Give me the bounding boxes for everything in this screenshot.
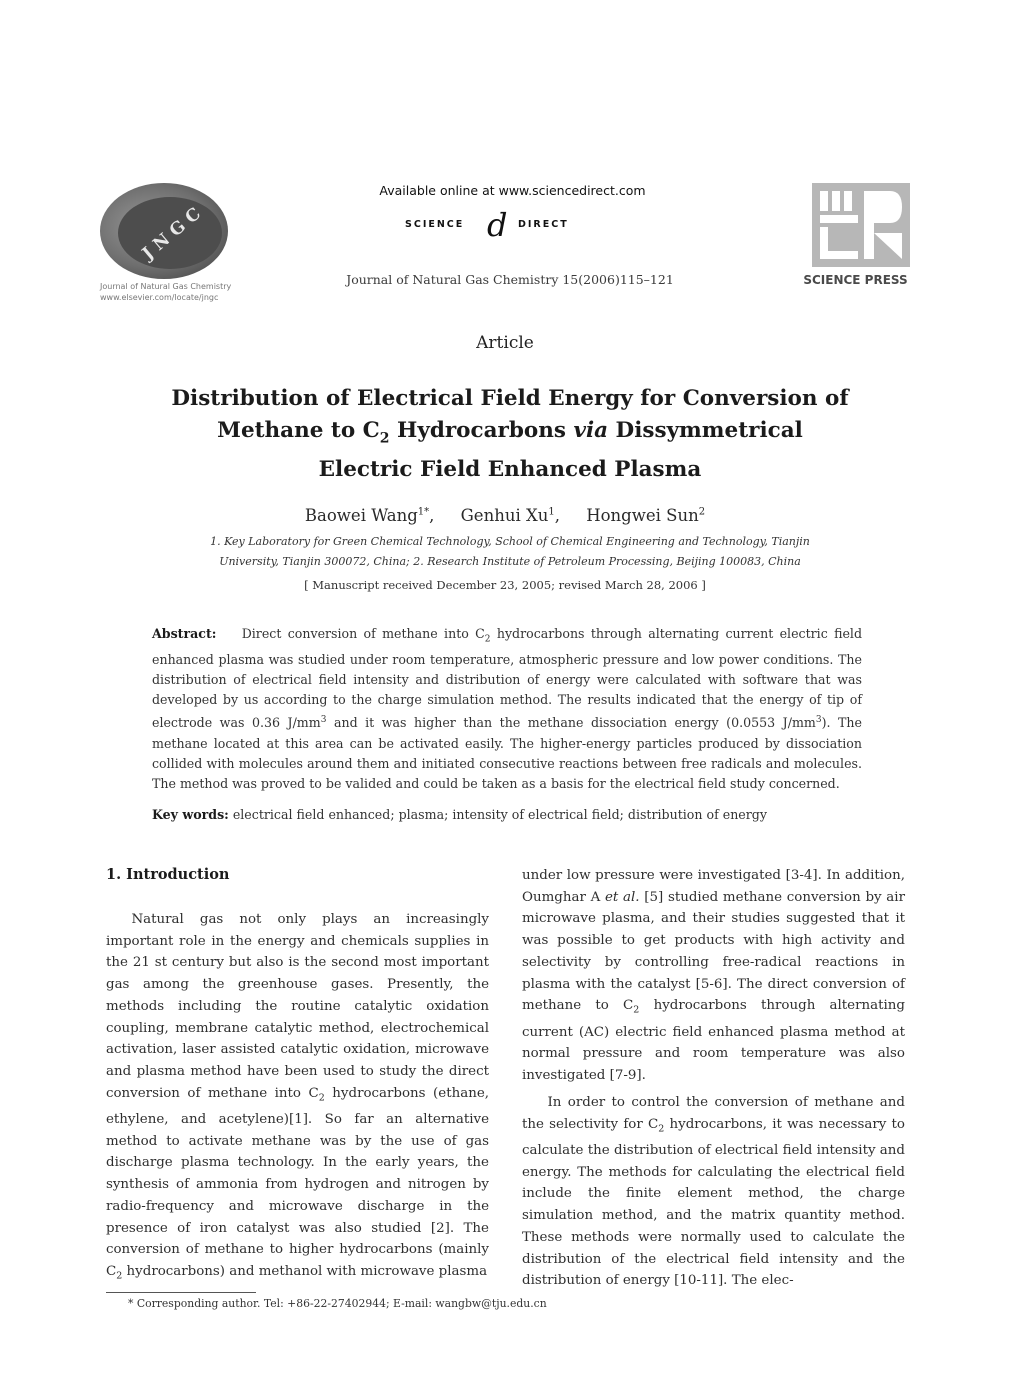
science-press-caption: SCIENCE PRESS	[803, 273, 908, 287]
article-type-label: Article	[476, 333, 534, 353]
jngc-caption-url[interactable]: www.elsevier.com/locate/jngc	[100, 293, 219, 302]
manuscript-dates: [ Manuscript received December 23, 2005; revised March 28, 2006 ]	[304, 578, 706, 592]
author-1: Baowei Wang	[304, 506, 418, 525]
abstract: Abstract: Direct conversion of methane into $C_2$ hydrocarbons through alternating current electric field enhanced plasma was studied under room temperature, atmospheric pressure and low power conditions. The distribution of electrical field intensity and distribution of energy were calculated with software that was developed by us according to the charge simulation method. The results indicated that the energy of tip of electrode was 0.36 $J/mm^3$ and it was higher than the methane dissociation energy (0.0553 $J/mm^3$). The methane located at this area can be activated easily. The higher-energy particles produced by dissociation collided with molecules around them and initiated consecutive reactions between free radicals and molecules. The method was proved to be valided and could be taken as a basis for the electrical field study concerned.	[152, 626, 863, 792]
jngc-journal-logo	[100, 183, 230, 303]
keywords	[152, 807, 862, 822]
journal-reference: Journal of Natural Gas Chemistry 15(2006)115–121	[346, 272, 674, 287]
keywords-label: Key words:	[152, 807, 229, 822]
jngc-logo-letters: JNGC	[138, 200, 210, 264]
affiliations	[165, 532, 855, 572]
title-line-1: Distribution of Electrical Field Energy for Conversion of	[171, 386, 849, 411]
paper-title	[140, 383, 880, 486]
science-press-emblem-icon	[812, 183, 910, 267]
section-heading-introduction: 1. Introduction	[106, 866, 230, 883]
author-list: Baowei Wang$^{1*}$, Genhui Xu$^1$, Hongwei Sun$^2$	[304, 506, 706, 525]
title-line-3: Electric Field Enhanced Plasma	[318, 457, 702, 483]
intro-right-paragraph-2: In order to control the conversion of methane and the selectivity for $C_2$ hydrocarbons, it was necessary to calculate the distribution of electrical field intensity and energy. The methods for calculating the electrical field include the finite element method, the charge simulation method, and the matrix quantity method. These methods were normally used to calculate the distribution of the electrical field intensity and the distribution of energy [10-11]. The elec-	[522, 1095, 905, 1289]
abstract-label: Abstract:	[152, 626, 217, 641]
intro-left-column: Natural gas not only plays an increasingly important role in the energy and chemicals supplies in the 21 st century but also is the second most important gas among the greenhouse gases. Presently, the methods including the routine catalytic oxidation coupling, membrane catalytic method, electrochemical activation, laser assisted catalytic oxidation, microwave and plasma method have been used to study the direct conversion of methane into $C_2$ hydrocarbons (ethane, ethylene, and acetylene)[1]. So far an alternative method to activate methane was by the use of gas discharge plasma technology. In the early years, the synthesis of ammonia from hydrogen and nitrogen by radio-frequency and microwave discharge in the presence of iron catalyst was also studied [2]. The conversion of methane to higher hydrocarbons (mainly $C_2$ hydrocarbons) and methanol with microwave plasma	[106, 912, 490, 1282]
keywords-text: electrical field enhanced; plasma; intensity of electrical field; distribution of energy	[232, 807, 767, 822]
corresponding-author-footnote: * Corresponding author. Tel: +86-22-27402944; E-mail: wangbw@tju.edu.cn	[128, 1297, 547, 1310]
author-2: Genhui Xu	[460, 506, 549, 525]
science-direct-right: DIRECT	[518, 219, 569, 230]
science-direct-left: SCIENCE	[405, 219, 465, 230]
jngc-caption-journal: Journal of Natural Gas Chemistry	[100, 282, 232, 291]
science-direct-logo	[405, 208, 615, 242]
intro-right-paragraph-1: under low pressure were investigated [3-4]. In addition, Oumghar A et al. [5] studied methane conversion by air microwave plasma, and their studies suggested that it was possible to get products with high activity and selectivity by controlling free-radical reactions in plasma with the catalyst [5-6]. The direct conversion of methane to $C_2$ hydrocarbons through alternating current (AC) electric field enhanced plasma method at normal pressure and room temperature was also investigated [7-9].	[522, 868, 905, 1083]
footnote-divider	[106, 1292, 256, 1293]
affiliation-line-1: 1. Key Laboratory for Green Chemical Technology, School of Chemical Engineering and Technology, Tianjin	[210, 535, 810, 548]
author-3: Hongwei Sun	[586, 506, 699, 525]
jngc-logo-caption	[100, 281, 232, 303]
science-direct-d-icon: d	[487, 206, 508, 244]
science-press-logo	[798, 183, 913, 293]
title-line-2: Methane to $C_2$ Hydrocarbons via Dissymmetrical	[217, 418, 803, 447]
affiliation-line-2: University, Tianjin 300072, China; 2. Research Institute of Petroleum Processing, Beijing 100083, China	[219, 555, 801, 568]
available-online-text: Available online at www.sciencedirect.com	[379, 183, 646, 198]
